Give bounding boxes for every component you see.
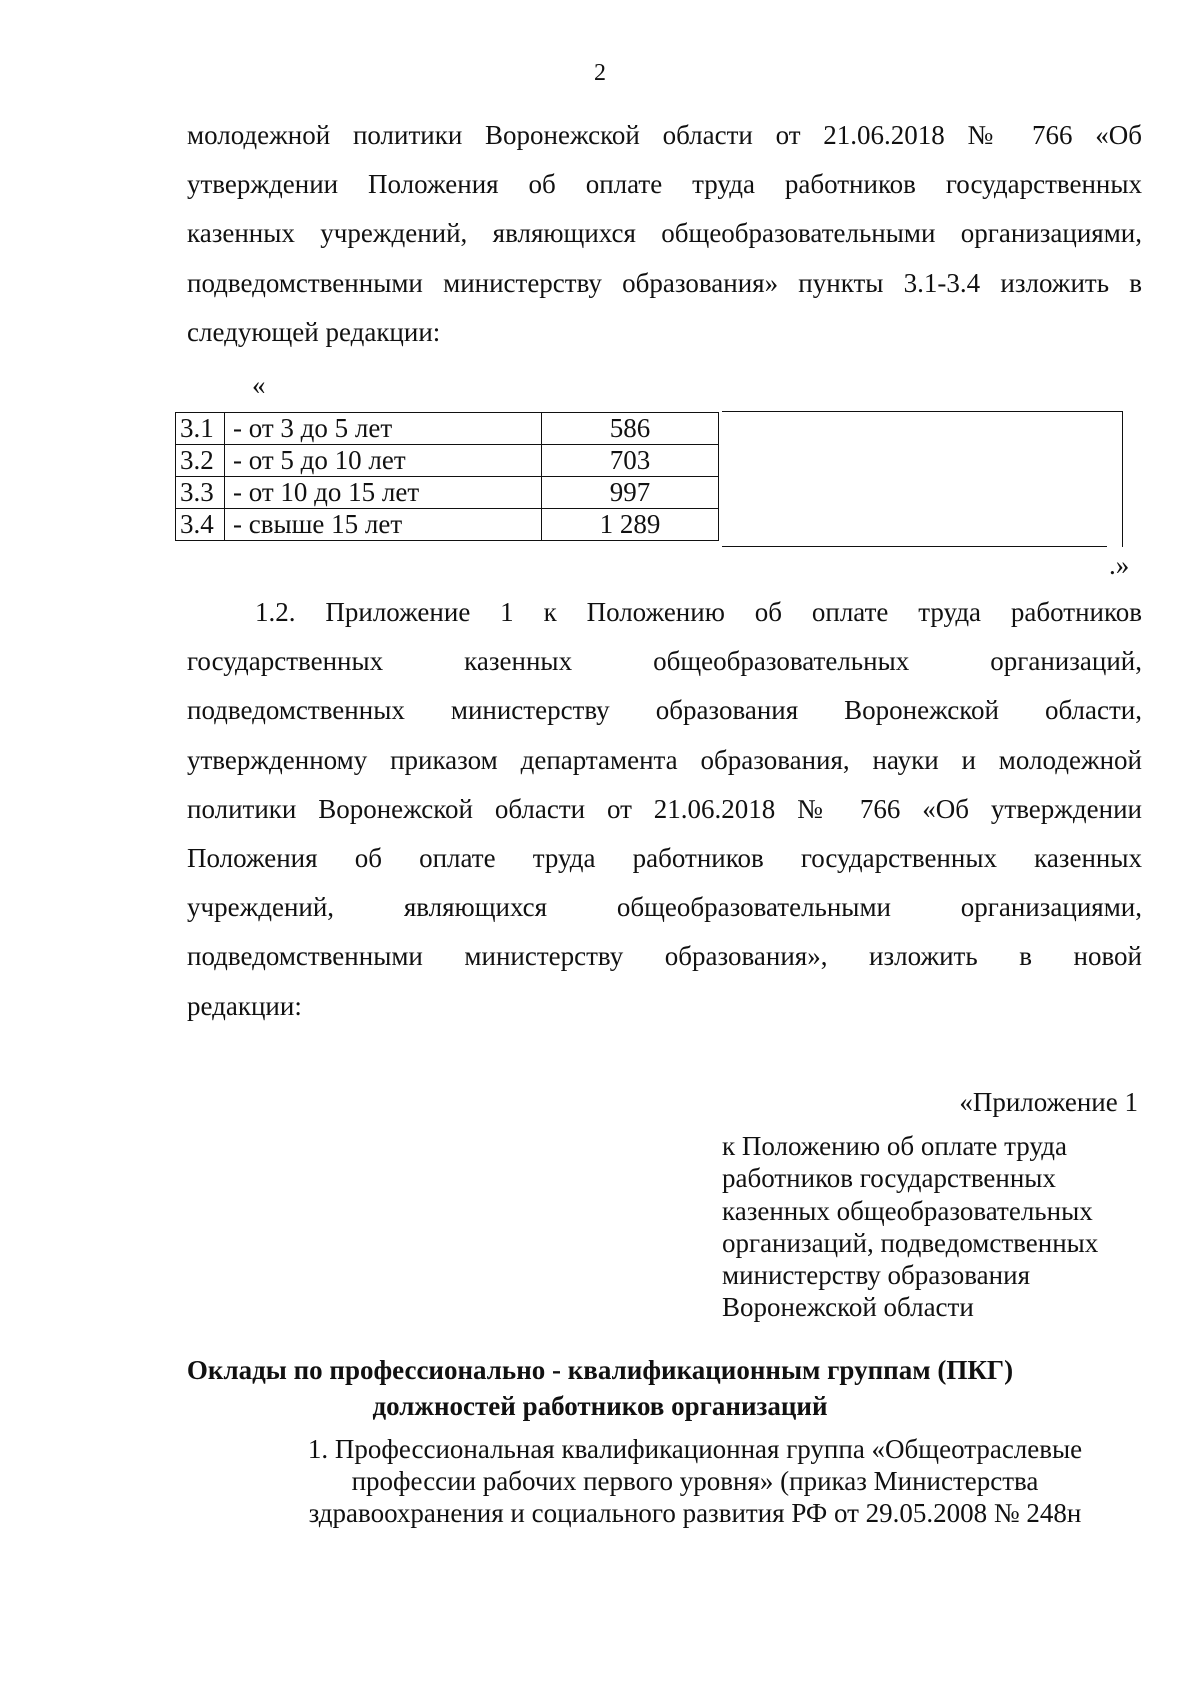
row-number: 3.3 bbox=[176, 477, 225, 509]
row-label: - свыше 15 лет bbox=[225, 509, 542, 541]
row-value: 586 bbox=[542, 413, 719, 445]
appendix-line: Воронежской области bbox=[722, 1292, 974, 1323]
row-value: 997 bbox=[542, 477, 719, 509]
table-row bbox=[176, 477, 719, 509]
row-label: - от 5 до 10 лет bbox=[225, 445, 542, 477]
payment-table bbox=[175, 412, 719, 541]
row-number: 3.2 bbox=[176, 445, 225, 477]
section-heading-sub: должностей работников организаций bbox=[372, 1391, 828, 1421]
table-bottom-border bbox=[722, 546, 1107, 547]
amendment-line: подведомственных министерству образования Воронежской области, bbox=[187, 695, 1142, 726]
amendment-line: политики Воронежской области от 21.06.2018 № 766 «Об утверждении bbox=[187, 793, 1142, 824]
amendment-line: государственных казенных общеобразовательных организаций, bbox=[187, 646, 1142, 677]
row-number: 3.4 bbox=[176, 509, 225, 541]
intro-line: казенных учреждений, являющихся общеобразовательными организациями, bbox=[187, 218, 1142, 249]
row-value: 703 bbox=[542, 445, 719, 477]
section-line: 1. Профессиональная квалификационная группа «Общеотраслевые bbox=[307, 1434, 1083, 1464]
pkg-section-1 bbox=[280, 1433, 1110, 1529]
section-line: здравоохранения и социального развития РФ от 29.05.2008 № 248н bbox=[308, 1498, 1082, 1528]
amendment-paragraph bbox=[187, 588, 1142, 1031]
intro-line: молодежной политики Воронежской области от 21.06.2018 № 766 «Об bbox=[187, 120, 1142, 150]
appendix-line: казенных общеобразовательных bbox=[722, 1195, 1093, 1226]
quote-open: « bbox=[252, 370, 266, 400]
page-number: 2 bbox=[594, 60, 606, 86]
intro-line: подведомственными министерству образования» пункты 3.1-3.4 изложить в bbox=[187, 267, 1142, 298]
appendix-reference bbox=[722, 1130, 1098, 1324]
row-label: - от 3 до 5 лет bbox=[225, 413, 542, 445]
amendment-line: Положения об оплате труда работников государственных казенных bbox=[187, 843, 1142, 874]
section-line: профессии рабочих первого уровня» (приказ Министерства bbox=[351, 1466, 1039, 1496]
appendix-line: организаций, подведомственных bbox=[722, 1227, 1099, 1258]
row-label: - от 10 до 15 лет bbox=[225, 477, 542, 509]
intro-line: утверждении Положения об оплате труда работников государственных bbox=[187, 169, 1142, 200]
intro-paragraph bbox=[187, 111, 1142, 357]
quote-close: .» bbox=[1109, 550, 1130, 580]
table-row bbox=[176, 509, 719, 541]
table-row bbox=[176, 413, 719, 445]
amendment-line: редакции: bbox=[187, 990, 302, 1021]
intro-line: следующей редакции: bbox=[187, 316, 441, 347]
amendment-line: подведомственными министерству образования», изложить в новой bbox=[187, 941, 1142, 972]
amendment-line: 1.2. Приложение 1 к Положению об оплате труда работников bbox=[255, 597, 1142, 627]
row-number: 3.1 bbox=[176, 413, 225, 445]
table-row bbox=[176, 445, 719, 477]
appendix-line: к Положению об оплате труда bbox=[722, 1131, 1067, 1161]
appendix-line: министерству образования bbox=[722, 1260, 1030, 1291]
amendment-line: учреждений, являющихся общеобразовательными организациями, bbox=[187, 892, 1142, 923]
section-heading: Оклады по профессионально - квалификационным группам (ПКГ) bbox=[186, 1355, 1014, 1385]
amendment-line: утвержденному приказом департамента образования, науки и молодежной bbox=[187, 744, 1142, 775]
row-value: 1 289 bbox=[542, 509, 719, 541]
appendix-line: работников государственных bbox=[722, 1163, 1056, 1194]
appendix-title: «Приложение 1 bbox=[959, 1087, 1138, 1117]
table-empty-column bbox=[722, 411, 1123, 547]
